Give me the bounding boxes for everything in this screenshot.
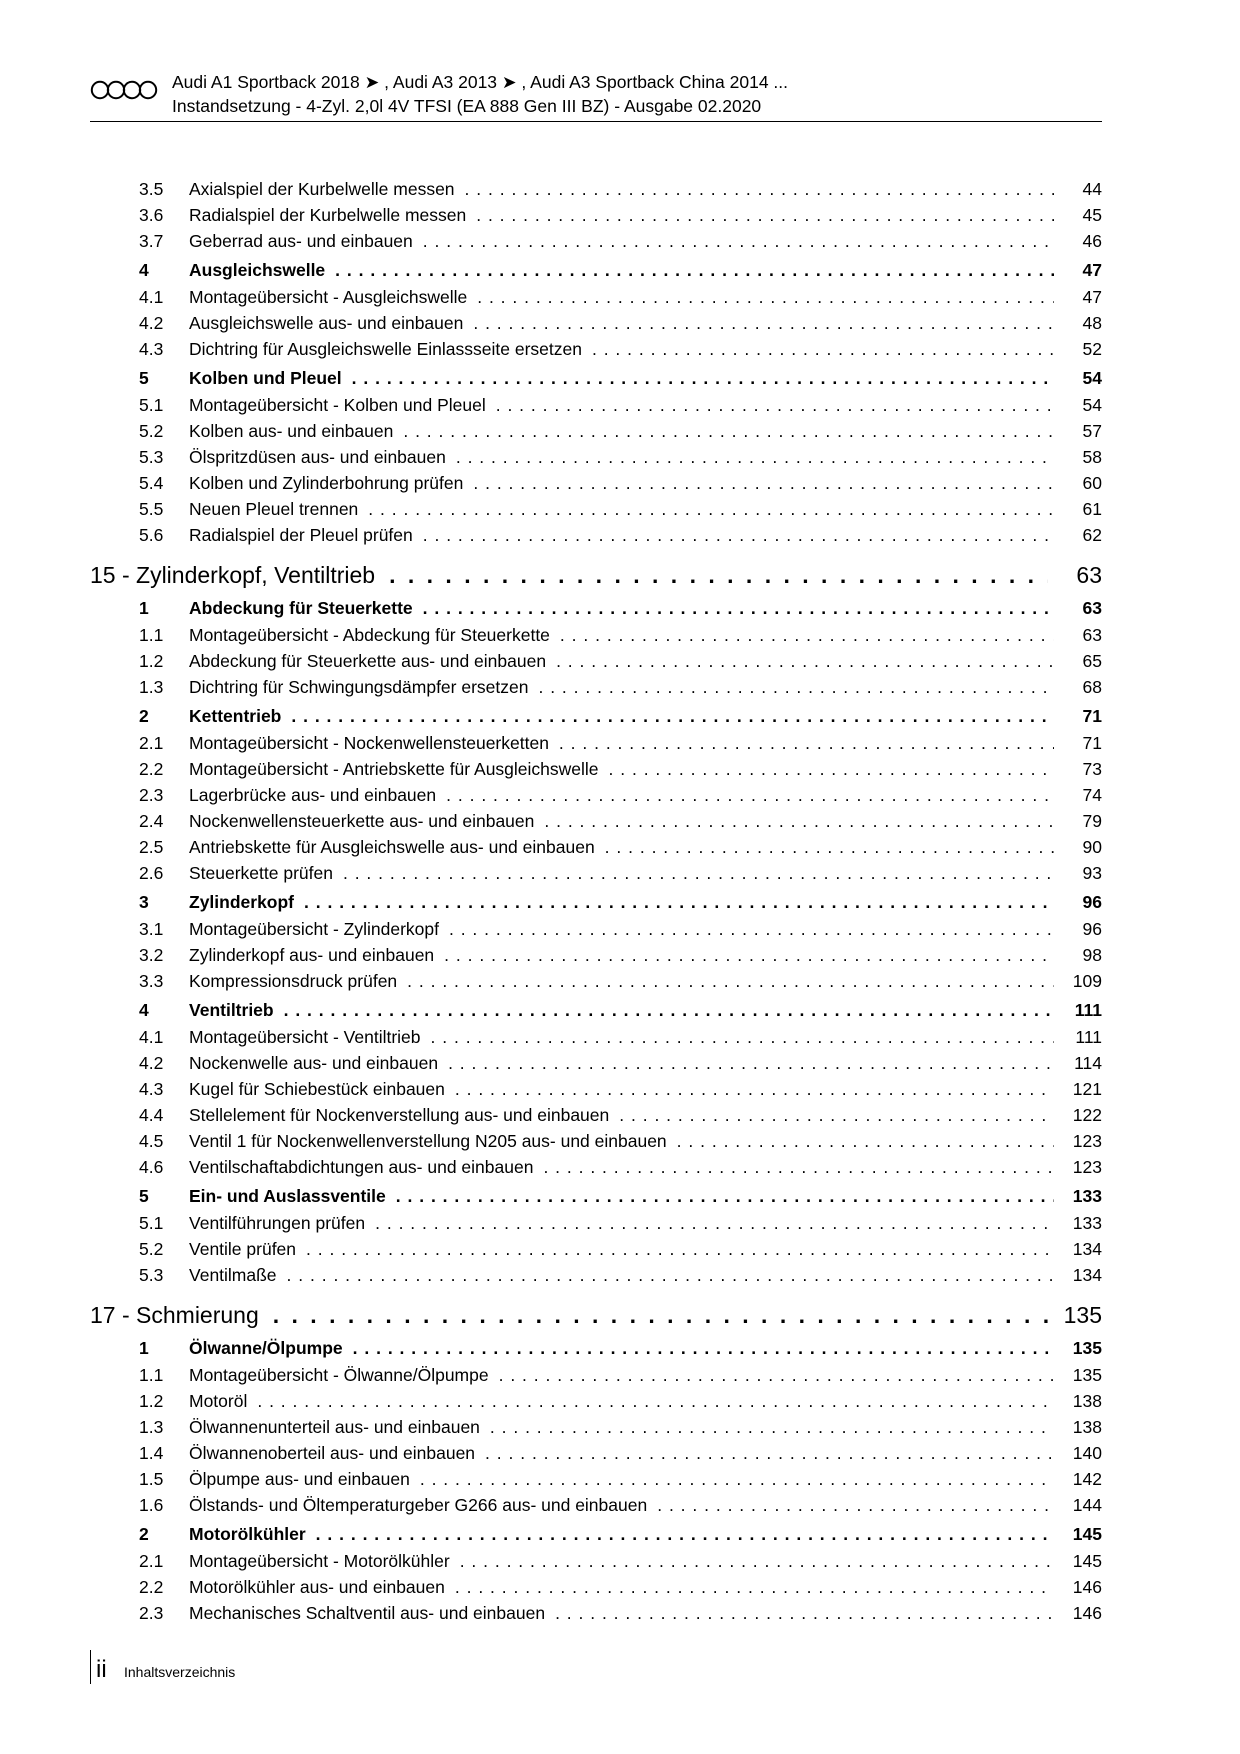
toc-entry[interactable] bbox=[90, 1024, 1102, 1050]
toc-entry-page: 140 bbox=[1072, 1443, 1102, 1463]
toc-entry-title: Ventilmaße bbox=[189, 1265, 277, 1285]
toc-section[interactable] bbox=[90, 1334, 1102, 1362]
toc-entry[interactable] bbox=[90, 1600, 1102, 1626]
toc-entry-page: 63 bbox=[1076, 562, 1102, 588]
toc-entry-page: 68 bbox=[1082, 677, 1102, 697]
toc-section[interactable] bbox=[90, 364, 1102, 392]
toc-entry-page: 123 bbox=[1072, 1157, 1102, 1177]
toc-entry-page: 133 bbox=[1072, 1213, 1102, 1233]
toc-entry-title: Lagerbrücke aus- und einbauen bbox=[189, 785, 437, 805]
dot-leader bbox=[592, 336, 1054, 362]
toc-entry-page: 61 bbox=[1082, 499, 1102, 519]
dot-leader bbox=[352, 364, 1054, 392]
toc-entry-title: Ölstands- und Öltemperaturgeber G266 aus- und einbauen bbox=[189, 1495, 648, 1515]
toc-entry-number: 2.1 bbox=[139, 1551, 164, 1571]
toc-entry-title: Dichtring für Ausgleichswelle Einlassseite ersetzen bbox=[189, 339, 582, 359]
toc-entry-number: 4.5 bbox=[139, 1131, 164, 1151]
toc-entry-number: 2.4 bbox=[139, 811, 164, 831]
footer-page-number: ii bbox=[96, 1656, 107, 1683]
toc-entry[interactable] bbox=[90, 1210, 1102, 1236]
toc-entry-title: 17 - Schmierung bbox=[90, 1302, 259, 1328]
toc-entry[interactable] bbox=[90, 336, 1102, 362]
dot-leader bbox=[431, 1024, 1054, 1050]
toc-entry-title: Ventiltrieb bbox=[189, 1000, 274, 1020]
toc-entry-page: 135 bbox=[1063, 1302, 1102, 1328]
toc-chapter[interactable] bbox=[90, 1298, 1102, 1332]
page-header bbox=[90, 72, 1102, 124]
dot-leader bbox=[304, 888, 1054, 916]
toc-entry-title: Montageübersicht - Ausgleichswelle bbox=[189, 287, 468, 307]
dot-leader bbox=[473, 470, 1054, 496]
toc-section[interactable] bbox=[90, 1182, 1102, 1210]
toc-entry[interactable] bbox=[90, 392, 1102, 418]
dot-leader bbox=[420, 1466, 1054, 1492]
toc-entry[interactable] bbox=[90, 1128, 1102, 1154]
toc-entry-title: Abdeckung für Steuerkette aus- und einbauen bbox=[189, 651, 547, 671]
toc-entry-title: Ölspritzdüsen aus- und einbauen bbox=[189, 447, 446, 467]
header-divider bbox=[90, 121, 1102, 122]
toc-entry-number: 3.1 bbox=[139, 919, 164, 939]
dot-leader bbox=[543, 1154, 1054, 1180]
toc-entry-number: 3.5 bbox=[139, 179, 164, 199]
toc-entry-title: Geberrad aus- und einbauen bbox=[189, 231, 413, 251]
toc-entry-title: Ausgleichswelle aus- und einbauen bbox=[189, 313, 464, 333]
toc-entry-page: 114 bbox=[1074, 1053, 1102, 1073]
toc-entry-number: 4.2 bbox=[139, 313, 164, 333]
toc-entry-title: Montageübersicht - Zylinderkopf bbox=[189, 919, 439, 939]
toc-entry-page: 52 bbox=[1082, 339, 1102, 359]
toc-entry-title: Nockenwellensteuerkette aus- und einbauen bbox=[189, 811, 535, 831]
dot-leader bbox=[291, 702, 1054, 730]
toc-entry-page: 58 bbox=[1082, 447, 1102, 467]
toc-entry-title: Ventile prüfen bbox=[189, 1239, 297, 1259]
toc-section[interactable] bbox=[90, 256, 1102, 284]
toc-entry-page: 96 bbox=[1082, 919, 1102, 939]
toc-entry-page: 54 bbox=[1082, 368, 1102, 388]
toc-entry-page: 145 bbox=[1072, 1551, 1102, 1571]
dot-leader bbox=[609, 756, 1054, 782]
toc-entry-title: Abdeckung für Steuerkette bbox=[189, 598, 413, 618]
toc-entry-page: 122 bbox=[1072, 1105, 1102, 1125]
dot-leader bbox=[273, 1298, 1048, 1332]
toc-entry-number: 4.6 bbox=[139, 1157, 164, 1177]
footer-divider bbox=[90, 1650, 91, 1684]
toc-entry[interactable] bbox=[90, 942, 1102, 968]
toc-entry[interactable] bbox=[90, 1414, 1102, 1440]
toc-entry-title: Dichtring für Schwingungsdämpfer ersetzen bbox=[189, 677, 529, 697]
audi-rings-logo-icon bbox=[90, 80, 158, 100]
toc-entry[interactable] bbox=[90, 622, 1102, 648]
dot-leader bbox=[396, 1182, 1054, 1210]
toc-section[interactable] bbox=[90, 702, 1102, 730]
dot-leader bbox=[389, 558, 1048, 592]
toc-entry-title: Ventilschaftabdichtungen aus- und einbauen bbox=[189, 1157, 534, 1177]
toc-entry-page: 47 bbox=[1082, 287, 1102, 307]
toc-entry-page: 93 bbox=[1082, 863, 1102, 883]
dot-leader bbox=[423, 228, 1054, 254]
toc-entry[interactable] bbox=[90, 1262, 1102, 1288]
toc-entry-title: Antriebskette für Ausgleichswelle aus- und einbauen bbox=[189, 837, 595, 857]
toc-entry-number: 1.1 bbox=[139, 1365, 164, 1385]
toc-entry-number: 5.4 bbox=[139, 473, 164, 493]
toc-entry-title: Ölwannenunterteil aus- und einbauen bbox=[189, 1417, 480, 1437]
toc-entry-number: 4.1 bbox=[139, 287, 164, 307]
dot-leader bbox=[456, 444, 1054, 470]
toc-entry[interactable] bbox=[90, 1440, 1102, 1466]
dot-leader bbox=[485, 1440, 1054, 1466]
toc-entry[interactable] bbox=[90, 284, 1102, 310]
toc-entry[interactable] bbox=[90, 808, 1102, 834]
toc-entry-number: 1.1 bbox=[139, 625, 164, 645]
toc-entry-number: 5.1 bbox=[139, 395, 164, 415]
toc-entry-page: 134 bbox=[1072, 1239, 1102, 1259]
dot-leader bbox=[284, 996, 1054, 1024]
toc-entry-page: 111 bbox=[1074, 1000, 1102, 1020]
toc-entry-number: 3.6 bbox=[139, 205, 164, 225]
toc-entry-title: Montageübersicht - Kolben und Pleuel bbox=[189, 395, 486, 415]
toc-section[interactable] bbox=[90, 888, 1102, 916]
header-vehicle-models: Audi A1 Sportback 2018 ➤ , Audi A3 2013 ➤ , Audi A3 Sportback China 2014 ... bbox=[172, 72, 788, 92]
toc-entry[interactable] bbox=[90, 1492, 1102, 1518]
dot-leader bbox=[477, 284, 1054, 310]
toc-entry[interactable] bbox=[90, 1548, 1102, 1574]
toc-entry-title: Motorölkühler aus- und einbauen bbox=[189, 1577, 445, 1597]
dot-leader bbox=[423, 594, 1054, 622]
table-of-contents bbox=[90, 176, 1102, 1626]
toc-entry[interactable] bbox=[90, 756, 1102, 782]
toc-entry-number: 5.1 bbox=[139, 1213, 164, 1233]
dot-leader bbox=[619, 1102, 1054, 1128]
toc-entry-page: 111 bbox=[1075, 1027, 1102, 1047]
dot-leader bbox=[257, 1388, 1054, 1414]
toc-entry-number: 5 bbox=[139, 368, 149, 388]
dot-leader bbox=[446, 782, 1054, 808]
toc-entry[interactable] bbox=[90, 648, 1102, 674]
toc-entry-title: Kolben und Zylinderbohrung prüfen bbox=[189, 473, 464, 493]
toc-entry-page: 134 bbox=[1072, 1265, 1102, 1285]
toc-entry-number: 4.1 bbox=[139, 1027, 164, 1047]
dot-leader bbox=[316, 1520, 1054, 1548]
toc-entry-title: Montageübersicht - Abdeckung für Steuerkette bbox=[189, 625, 550, 645]
toc-entry[interactable] bbox=[90, 1076, 1102, 1102]
toc-entry[interactable] bbox=[90, 176, 1102, 202]
toc-entry-number: 1.6 bbox=[139, 1495, 164, 1515]
toc-entry-page: 62 bbox=[1082, 525, 1102, 545]
dot-leader bbox=[306, 1236, 1054, 1262]
dot-leader bbox=[473, 310, 1054, 336]
toc-entry-page: 71 bbox=[1082, 733, 1102, 753]
toc-entry-number: 4.3 bbox=[139, 1079, 164, 1099]
toc-entry-title: Ventilführungen prüfen bbox=[189, 1213, 366, 1233]
toc-entry-page: 96 bbox=[1082, 892, 1102, 912]
toc-section[interactable] bbox=[90, 594, 1102, 622]
dot-leader bbox=[657, 1492, 1054, 1518]
dot-leader bbox=[460, 1548, 1054, 1574]
toc-entry[interactable] bbox=[90, 310, 1102, 336]
toc-entry-title: Zylinderkopf bbox=[189, 892, 295, 912]
toc-entry-page: 71 bbox=[1082, 706, 1102, 726]
toc-entry-title: Ölwanne/Ölpumpe bbox=[189, 1338, 343, 1358]
toc-entry[interactable] bbox=[90, 496, 1102, 522]
toc-entry-title: Montageübersicht - Ölwanne/Ölpumpe bbox=[189, 1365, 489, 1385]
toc-entry-title: Ölwannenoberteil aus- und einbauen bbox=[189, 1443, 476, 1463]
dot-leader bbox=[335, 256, 1054, 284]
toc-entry-page: 121 bbox=[1072, 1079, 1102, 1099]
toc-entry-page: 74 bbox=[1082, 785, 1102, 805]
toc-entry-number: 2.3 bbox=[139, 1603, 164, 1623]
dot-leader bbox=[343, 860, 1054, 886]
toc-entry[interactable] bbox=[90, 1154, 1102, 1180]
dot-leader bbox=[444, 942, 1054, 968]
toc-entry-page: 123 bbox=[1072, 1131, 1102, 1151]
toc-entry[interactable] bbox=[90, 228, 1102, 254]
toc-entry-number: 1.3 bbox=[139, 1417, 164, 1437]
toc-entry-title: Radialspiel der Pleuel prüfen bbox=[189, 525, 413, 545]
dot-leader bbox=[476, 202, 1054, 228]
toc-entry[interactable] bbox=[90, 674, 1102, 700]
toc-entry-page: 65 bbox=[1082, 651, 1102, 671]
toc-entry-number: 3 bbox=[139, 892, 149, 912]
toc-entry-page: 48 bbox=[1082, 313, 1102, 333]
toc-entry-title: Montageübersicht - Nockenwellensteuerketten bbox=[189, 733, 549, 753]
dot-leader bbox=[677, 1128, 1054, 1154]
toc-entry-page: 60 bbox=[1082, 473, 1102, 493]
toc-entry-page: 57 bbox=[1082, 421, 1102, 441]
toc-entry[interactable] bbox=[90, 782, 1102, 808]
toc-entry-title: Montageübersicht - Motorölkühler bbox=[189, 1551, 450, 1571]
toc-entry[interactable] bbox=[90, 1388, 1102, 1414]
toc-entry[interactable] bbox=[90, 1102, 1102, 1128]
toc-entry-title: Montageübersicht - Ventiltrieb bbox=[189, 1027, 421, 1047]
toc-entry-number: 2.2 bbox=[139, 1577, 164, 1597]
toc-entry-title: Kettentrieb bbox=[189, 706, 282, 726]
toc-entry-title: Motoröl bbox=[189, 1391, 248, 1411]
toc-entry[interactable] bbox=[90, 730, 1102, 756]
toc-entry-title: Kolben und Pleuel bbox=[189, 368, 342, 388]
toc-entry-number: 2 bbox=[139, 706, 149, 726]
toc-entry-title: Montageübersicht - Antriebskette für Ausgleichswelle bbox=[189, 759, 599, 779]
toc-entry-number: 4.3 bbox=[139, 339, 164, 359]
dot-leader bbox=[499, 1362, 1054, 1388]
toc-entry-title: Kugel für Schiebestück einbauen bbox=[189, 1079, 445, 1099]
toc-entry-page: 146 bbox=[1072, 1577, 1102, 1597]
dot-leader bbox=[544, 808, 1054, 834]
toc-entry-page: 98 bbox=[1082, 945, 1102, 965]
toc-entry-page: 133 bbox=[1072, 1186, 1102, 1206]
toc-entry-page: 63 bbox=[1082, 625, 1102, 645]
toc-entry-page: 135 bbox=[1072, 1365, 1102, 1385]
toc-entry-number: 4.2 bbox=[139, 1053, 164, 1073]
toc-entry-page: 47 bbox=[1082, 260, 1102, 280]
dot-leader bbox=[605, 834, 1054, 860]
toc-entry-title: 15 - Zylinderkopf, Ventiltrieb bbox=[90, 562, 376, 588]
dot-leader bbox=[490, 1414, 1054, 1440]
toc-entry-page: 146 bbox=[1072, 1603, 1102, 1623]
toc-entry[interactable] bbox=[90, 418, 1102, 444]
toc-entry-title: Stellelement für Nockenverstellung aus- und einbauen bbox=[189, 1105, 610, 1125]
toc-entry-number: 5.2 bbox=[139, 1239, 164, 1259]
dot-leader bbox=[559, 730, 1054, 756]
toc-entry-number: 5.6 bbox=[139, 525, 164, 545]
toc-entry-title: Zylinderkopf aus- und einbauen bbox=[189, 945, 435, 965]
toc-entry-number: 5.3 bbox=[139, 1265, 164, 1285]
toc-entry-number: 1.5 bbox=[139, 1469, 164, 1489]
dot-leader bbox=[496, 392, 1054, 418]
toc-entry[interactable] bbox=[90, 1574, 1102, 1600]
dot-leader bbox=[556, 648, 1054, 674]
toc-entry-title: Kolben aus- und einbauen bbox=[189, 421, 394, 441]
dot-leader bbox=[403, 418, 1054, 444]
toc-entry-number: 5.5 bbox=[139, 499, 164, 519]
toc-entry-number: 4.4 bbox=[139, 1105, 164, 1125]
toc-entry-page: 73 bbox=[1082, 759, 1102, 779]
toc-entry-page: 109 bbox=[1072, 971, 1102, 991]
toc-entry-number: 1 bbox=[139, 1338, 149, 1358]
toc-entry-number: 1.2 bbox=[139, 651, 164, 671]
toc-section[interactable] bbox=[90, 996, 1102, 1024]
toc-section[interactable] bbox=[90, 1520, 1102, 1548]
toc-chapter[interactable] bbox=[90, 558, 1102, 592]
toc-entry[interactable] bbox=[90, 470, 1102, 496]
toc-entry-number: 2 bbox=[139, 1524, 149, 1544]
page-footer bbox=[90, 1650, 1102, 1690]
toc-entry-page: 90 bbox=[1082, 837, 1102, 857]
dot-leader bbox=[538, 674, 1054, 700]
toc-entry-page: 46 bbox=[1082, 231, 1102, 251]
toc-entry-number: 2.5 bbox=[139, 837, 164, 857]
toc-entry[interactable] bbox=[90, 860, 1102, 886]
toc-entry-number: 5 bbox=[139, 1186, 149, 1206]
toc-entry-number: 1.4 bbox=[139, 1443, 164, 1463]
dot-leader bbox=[407, 968, 1054, 994]
toc-entry-number: 4 bbox=[139, 1000, 149, 1020]
toc-entry-page: 138 bbox=[1072, 1417, 1102, 1437]
header-manual-title: Instandsetzung - 4-Zyl. 2,0l 4V TFSI (EA 888 Gen III BZ) - Ausgabe 02.2020 bbox=[172, 96, 762, 116]
toc-entry-title: Motorölkühler bbox=[189, 1524, 306, 1544]
toc-entry-title: Radialspiel der Kurbelwelle messen bbox=[189, 205, 467, 225]
toc-entry-title: Kompressionsdruck prüfen bbox=[189, 971, 398, 991]
dot-leader bbox=[423, 522, 1054, 548]
dot-leader bbox=[465, 176, 1054, 202]
dot-leader bbox=[375, 1210, 1054, 1236]
toc-entry[interactable] bbox=[90, 202, 1102, 228]
toc-entry-number: 1.3 bbox=[139, 677, 164, 697]
toc-entry-number: 3.2 bbox=[139, 945, 164, 965]
dot-leader bbox=[353, 1334, 1054, 1362]
toc-entry[interactable] bbox=[90, 1236, 1102, 1262]
footer-label: Inhaltsverzeichnis bbox=[124, 1664, 236, 1680]
toc-entry-title: Axialspiel der Kurbelwelle messen bbox=[189, 179, 455, 199]
toc-entry-title: Neuen Pleuel trennen bbox=[189, 499, 359, 519]
toc-entry[interactable] bbox=[90, 1466, 1102, 1492]
toc-entry-title: Ausgleichswelle bbox=[189, 260, 326, 280]
toc-entry-title: Ventil 1 für Nockenwellenverstellung N205 aus- und einbauen bbox=[189, 1131, 667, 1151]
dot-leader bbox=[287, 1262, 1054, 1288]
toc-entry-number: 2.2 bbox=[139, 759, 164, 779]
toc-entry-page: 79 bbox=[1082, 811, 1102, 831]
toc-entry[interactable] bbox=[90, 444, 1102, 470]
toc-entry-title: Ein- und Auslassventile bbox=[189, 1186, 386, 1206]
toc-entry-title: Steuerkette prüfen bbox=[189, 863, 333, 883]
toc-entry-number: 5.3 bbox=[139, 447, 164, 467]
dot-leader bbox=[449, 916, 1054, 942]
toc-entry-number: 2.6 bbox=[139, 863, 164, 883]
toc-entry-title: Mechanisches Schaltventil aus- und einbauen bbox=[189, 1603, 546, 1623]
dot-leader bbox=[555, 1600, 1054, 1626]
toc-entry-page: 144 bbox=[1072, 1495, 1102, 1515]
toc-entry-number: 1 bbox=[139, 598, 149, 618]
toc-entry-page: 138 bbox=[1072, 1391, 1102, 1411]
toc-entry[interactable] bbox=[90, 916, 1102, 942]
toc-entry-page: 54 bbox=[1082, 395, 1102, 415]
dot-leader bbox=[560, 622, 1054, 648]
toc-entry[interactable] bbox=[90, 834, 1102, 860]
toc-entry-number: 2.3 bbox=[139, 785, 164, 805]
toc-entry-number: 3.7 bbox=[139, 231, 164, 251]
toc-entry-page: 145 bbox=[1072, 1524, 1102, 1544]
dot-leader bbox=[368, 496, 1054, 522]
toc-entry-number: 2.1 bbox=[139, 733, 164, 753]
toc-entry-page: 45 bbox=[1082, 205, 1102, 225]
toc-entry-title: Nockenwelle aus- und einbauen bbox=[189, 1053, 439, 1073]
toc-entry-number: 5.2 bbox=[139, 421, 164, 441]
toc-entry[interactable] bbox=[90, 1362, 1102, 1388]
dot-leader bbox=[448, 1050, 1054, 1076]
toc-entry-page: 44 bbox=[1082, 179, 1102, 199]
toc-entry-number: 3.3 bbox=[139, 971, 164, 991]
toc-entry[interactable] bbox=[90, 1050, 1102, 1076]
toc-entry-number: 1.2 bbox=[139, 1391, 164, 1411]
toc-entry-page: 135 bbox=[1072, 1338, 1102, 1358]
toc-entry[interactable] bbox=[90, 968, 1102, 994]
toc-entry-number: 4 bbox=[139, 260, 149, 280]
toc-entry-page: 142 bbox=[1072, 1469, 1102, 1489]
toc-entry[interactable] bbox=[90, 522, 1102, 548]
dot-leader bbox=[455, 1574, 1054, 1600]
toc-entry-title: Ölpumpe aus- und einbauen bbox=[189, 1469, 410, 1489]
toc-entry-page: 63 bbox=[1082, 598, 1102, 618]
dot-leader bbox=[455, 1076, 1054, 1102]
